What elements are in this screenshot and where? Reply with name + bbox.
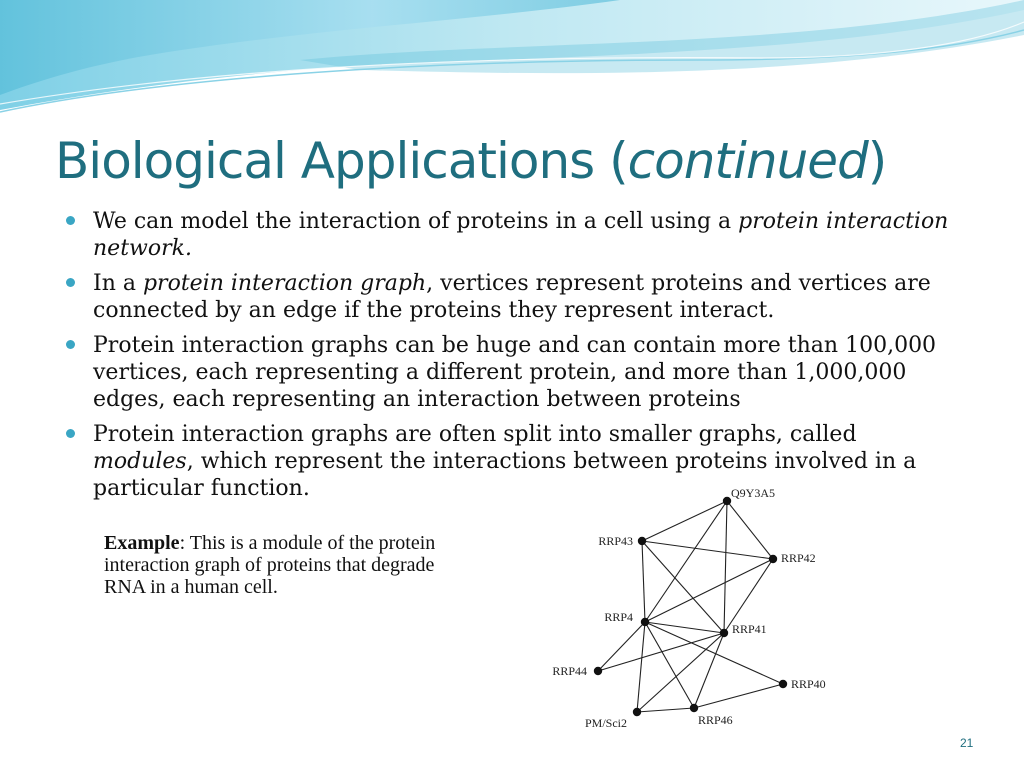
graph-node-label: Q9Y3A5 bbox=[731, 487, 775, 500]
bullet-italic-text: protein interaction network. bbox=[93, 209, 949, 261]
graph-edge bbox=[637, 633, 724, 712]
graph-node-label: RRP44 bbox=[552, 664, 587, 678]
graph-node bbox=[779, 680, 787, 688]
header-wave-decoration bbox=[0, 0, 1024, 130]
bullet-icon bbox=[66, 340, 75, 349]
graph-edge bbox=[645, 622, 694, 708]
bullet-text: In a bbox=[93, 271, 143, 296]
bullet-item bbox=[64, 208, 964, 262]
graph-node bbox=[633, 708, 641, 716]
bullet-text: We can model the interaction of proteins in a cell using a bbox=[93, 209, 739, 234]
graph-edge bbox=[694, 633, 724, 708]
graph-edge bbox=[642, 541, 724, 633]
bullet-icon bbox=[66, 278, 75, 287]
graph-svg bbox=[547, 487, 832, 733]
graph-edge bbox=[645, 559, 773, 622]
graph-edge bbox=[642, 501, 727, 541]
bullet-text: Protein interaction graphs are often split into smaller graphs, called bbox=[93, 422, 857, 447]
protein-interaction-graph bbox=[547, 487, 832, 733]
title-main: Biological Applications ( bbox=[55, 132, 628, 190]
bullet-icon bbox=[66, 429, 75, 438]
graph-edge bbox=[637, 708, 694, 712]
example-text: : This is a module of the protein interaction graph of proteins that degrade RNA in a human cell. bbox=[104, 532, 436, 598]
graph-node bbox=[641, 618, 649, 626]
graph-node-label: RRP41 bbox=[732, 622, 767, 636]
graph-edge bbox=[727, 501, 773, 559]
graph-node bbox=[690, 704, 698, 712]
page-number: 21 bbox=[960, 736, 974, 750]
title-italic: continued bbox=[627, 132, 868, 190]
slide-title bbox=[55, 132, 886, 190]
bullet-list bbox=[64, 208, 964, 510]
bullet-item bbox=[64, 270, 964, 324]
bullet-italic-text: modules bbox=[93, 449, 187, 474]
graph-node-label: RRP42 bbox=[781, 551, 816, 565]
bullet-icon bbox=[66, 216, 75, 225]
graph-node-label: RRP43 bbox=[598, 534, 633, 548]
example-label: Example bbox=[104, 532, 180, 554]
graph-node-label: RRP4 bbox=[604, 610, 633, 624]
bullet-text: Protein interaction graphs can be huge and can contain more than 100,000 vertices, each representing a different protein, and more than 1,000,000 edges, each representing an interaction between proteins bbox=[93, 333, 937, 412]
graph-edge bbox=[642, 541, 773, 559]
example-caption bbox=[104, 532, 474, 598]
graph-edge bbox=[694, 684, 783, 708]
graph-node bbox=[769, 555, 777, 563]
graph-edge bbox=[642, 541, 645, 622]
graph-node bbox=[594, 667, 602, 675]
bullet-italic-text: protein interaction graph bbox=[142, 271, 427, 296]
bullet-item bbox=[64, 332, 964, 413]
graph-edge bbox=[637, 622, 645, 712]
graph-edge bbox=[724, 501, 727, 633]
graph-node-label: RRP40 bbox=[791, 677, 826, 691]
graph-node bbox=[638, 537, 646, 545]
graph-node bbox=[720, 629, 728, 637]
graph-node-label: PM/Sci2 bbox=[584, 716, 627, 730]
bullet-text: , vertices represent proteins and vertices are connected by an edge if the proteins they represent interact. bbox=[93, 271, 931, 323]
title-end: ) bbox=[867, 132, 887, 190]
graph-node bbox=[723, 497, 731, 505]
graph-node-label: RRP46 bbox=[698, 713, 733, 727]
graph-edge bbox=[645, 501, 727, 622]
bullet-text: , which represent the interactions between proteins involved in a particular function. bbox=[93, 449, 917, 501]
